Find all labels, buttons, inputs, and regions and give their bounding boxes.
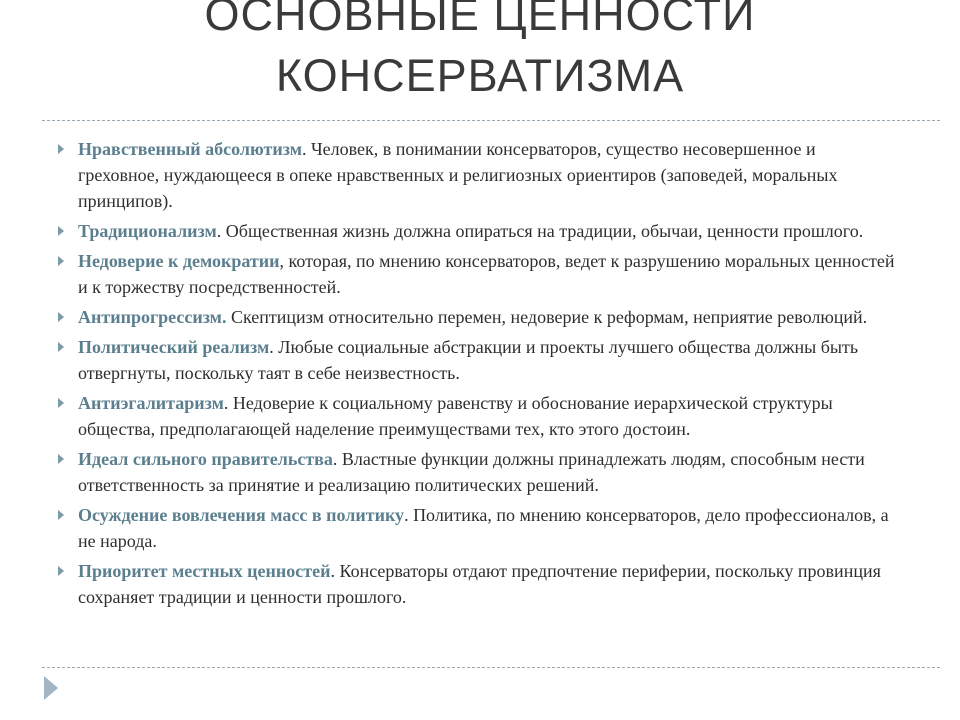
bullet-arrow-icon: [58, 398, 64, 408]
bullet-text: . Недоверие к социальному равенству и обоснование иерархической структуры общества, предполагающей наделение преимуществами тех, кто этого достоин.: [78, 393, 833, 439]
bullet-arrow-icon: [58, 454, 64, 464]
bullet-text: Скептицизм относительно перемен, недоверие к реформам, неприятие революций.: [226, 307, 868, 327]
slide-title-line-2: КОНСЕРВАТИЗМА: [275, 50, 685, 101]
bullet-list: [55, 136, 895, 614]
bullet-arrow-icon: [58, 226, 64, 236]
bullet-text: . Любые социальные абстракции и проекты лучшего общества должны быть отвергнуты, поскольку таят в себе неизвестность.: [78, 337, 859, 383]
bullet-term: Недоверие к демократии: [78, 251, 280, 271]
bullet-text: . Общественная жизнь должна опираться на традиции, обычаи, ценности прошлого.: [216, 221, 864, 241]
list-item: [55, 390, 895, 442]
bullet-arrow-icon: [58, 256, 64, 266]
title-divider: [42, 120, 940, 121]
bullet-text: . Консерваторы отдают предпочтение периферии, поскольку провинция сохраняет традиции и ценности прошлого.: [78, 561, 881, 607]
bullet-arrow-icon: [58, 144, 64, 154]
footer-divider: [42, 667, 940, 668]
bullet-term: Традиционализм: [78, 221, 217, 241]
bullet-text: . Человек, в понимании консерваторов, существо несовершенное и греховное, нуждающееся в опеке нравственных и религиозных ориентиров (заповедей, моральных принципов).: [78, 139, 838, 211]
bullet-arrow-icon: [58, 510, 64, 520]
bullet-term: Политический реализм: [78, 337, 270, 357]
bullet-term: Антиэгалитаризм: [78, 393, 224, 413]
bullet-arrow-icon: [58, 566, 64, 576]
bullet-term: Осуждение вовлечения масс в политику: [78, 505, 405, 525]
list-item: [55, 304, 895, 330]
list-item: [55, 248, 895, 300]
list-item: [55, 446, 895, 498]
list-item: [55, 218, 895, 244]
bullet-text: , которая, по мнению консерваторов, ведет к разрушению моральных ценностей и к торжеству посредственностей.: [78, 251, 895, 297]
bullet-arrow-icon: [58, 342, 64, 352]
bullet-text: . Политика, по мнению консерваторов, дело профессионалов, а не народа.: [78, 505, 889, 551]
slide-title-line-1: ОСНОВНЫЕ ЦЕННОСТИ: [204, 0, 756, 40]
bullet-text: . Властные функции должны принадлежать людям, способным нести ответственность за принятие и реализацию политических решений.: [78, 449, 865, 495]
bullet-term: Нравственный абсолютизм: [78, 139, 302, 159]
corner-arrow-icon: [44, 676, 58, 700]
list-item: [55, 136, 895, 214]
list-item: [55, 558, 895, 610]
list-item: [55, 334, 895, 386]
bullet-term: Приоритет местных ценностей: [78, 561, 331, 581]
bullet-term: Антипрогрессизм.: [78, 307, 227, 327]
bullet-arrow-icon: [58, 312, 64, 322]
list-item: [55, 502, 895, 554]
bullet-term: Идеал сильного правительства: [78, 449, 333, 469]
